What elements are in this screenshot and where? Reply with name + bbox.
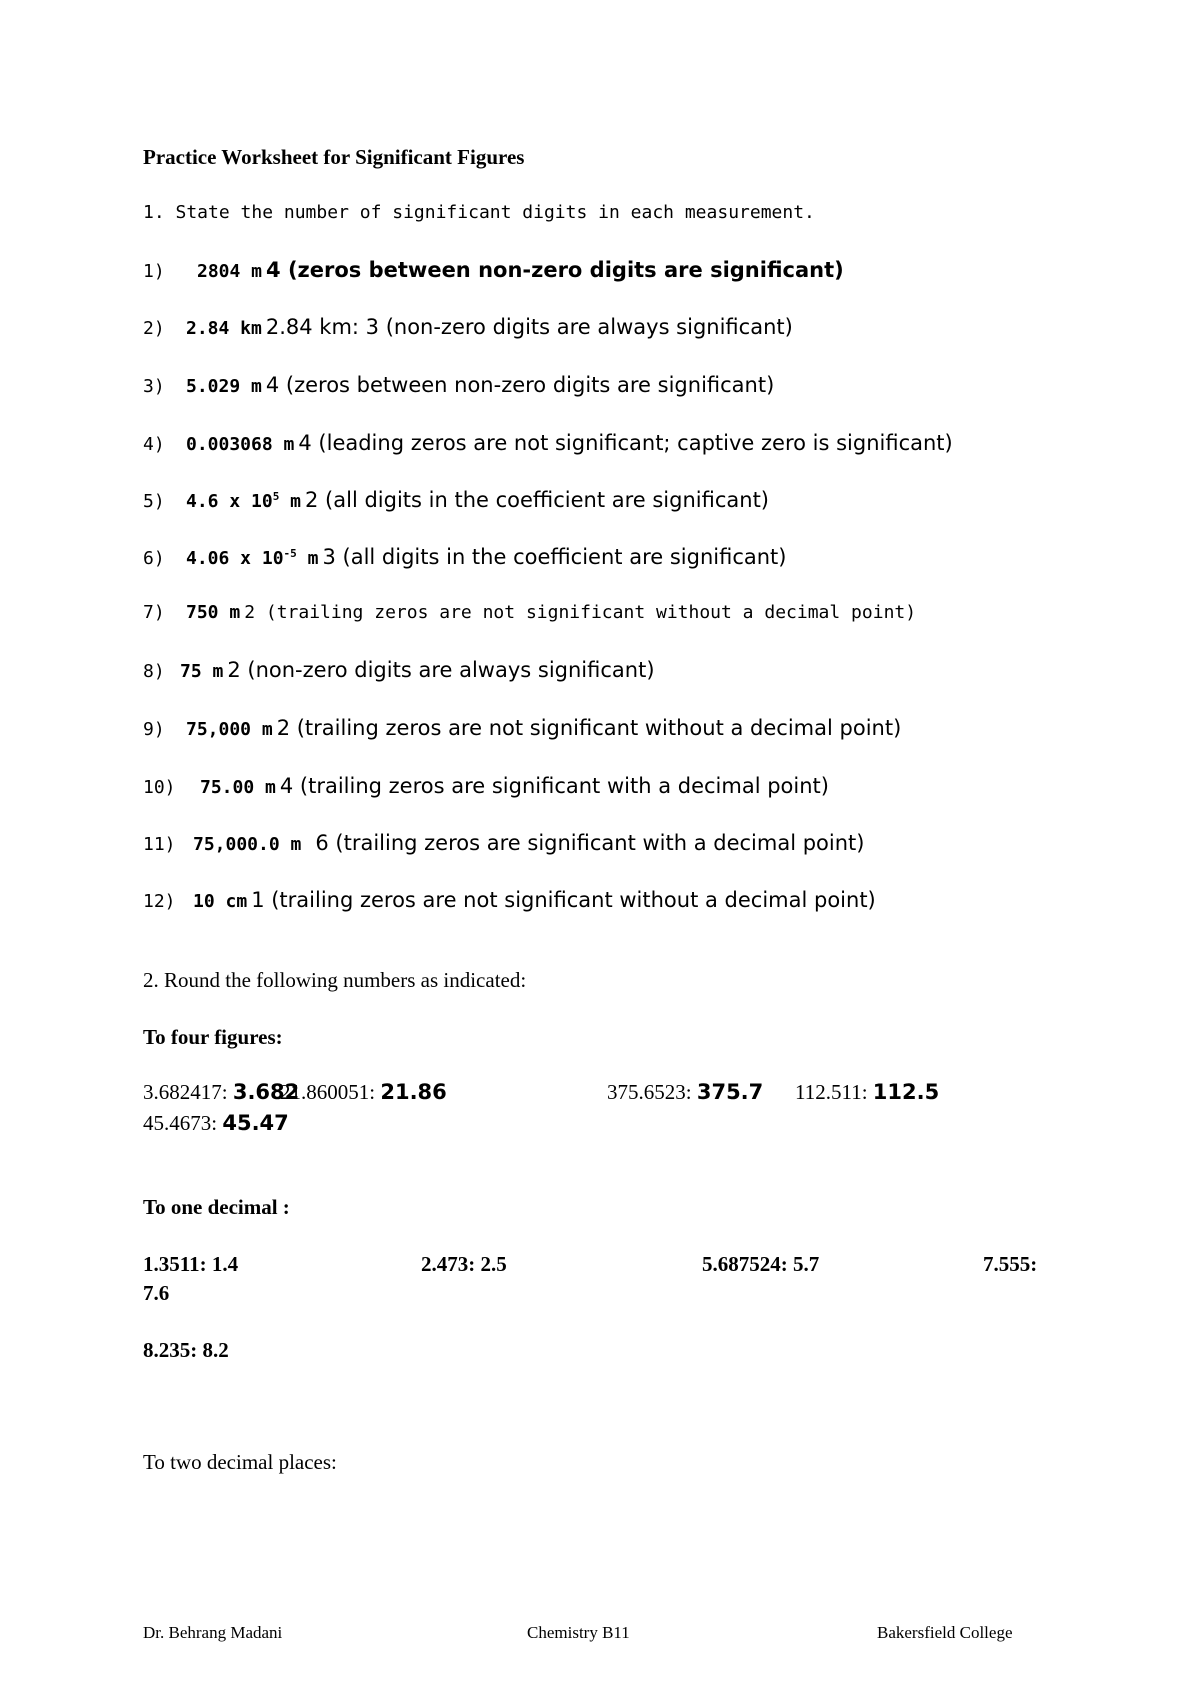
list-item (143, 315, 793, 345)
item-answer: 1 (trailing zeros are not significant without a decimal point) (251, 888, 876, 912)
one-decimal-pair: 7.6 (143, 1281, 170, 1305)
item-answer: 4 (leading zeros are not significant; captive zero is significant) (298, 431, 953, 455)
four-figures-pair: 375.6523: 375.7 (607, 1080, 764, 1104)
item-measurement: 10 cm (193, 891, 248, 912)
four-figures-heading: To four figures: (143, 1025, 283, 1049)
item-measurement: 2804 m (197, 261, 263, 282)
list-item (143, 602, 916, 632)
one-decimal-pair: 7.555: (983, 1252, 1038, 1276)
item-measurement: 75,000.0 m (193, 834, 302, 855)
page-title: Practice Worksheet for Significant Figures (143, 145, 525, 169)
four-figures-pair: 3.682417: 3.682 (143, 1080, 300, 1104)
item-number: 5) (143, 491, 165, 512)
item-measurement: 5.029 m (186, 376, 262, 397)
exponent: -5 (283, 547, 297, 560)
one-decimal-pair: 5.687524: 5.7 (702, 1252, 820, 1276)
item-measurement: 4.06 x $10^{-5}$ m (186, 547, 319, 569)
item-answer: 2.84 km: 3 (non-zero digits are always significant) (265, 315, 793, 339)
item-answer: 2 (trailing zeros are not significant without a decimal point) (276, 716, 902, 740)
one-decimal-pair: 2.473: 2.5 (421, 1252, 507, 1276)
item-number: 3) (143, 376, 165, 397)
item-answer: 2 (trailing zeros are not significant without a decimal point) (244, 602, 917, 623)
item-number: 9) (143, 719, 165, 740)
item-number: 8) (143, 661, 165, 682)
part1-instruction: 1. State the number of significant digits in each measurement. (143, 202, 815, 223)
list-item (143, 488, 769, 518)
item-measurement: 75.00 m (200, 777, 276, 798)
list-item (143, 831, 864, 861)
four-figures-pair: 45.4673: 45.47 (143, 1111, 289, 1135)
item-answer: 4 (zeros between non-zero digits are significant) (266, 258, 844, 282)
item-answer: 3 (all digits in the coefficient are significant) (322, 545, 787, 569)
item-number: 4) (143, 434, 165, 455)
item-measurement: 75,000 m (186, 719, 273, 740)
list-item (143, 888, 876, 918)
four-figures-pair: 21.860051: 21.86 (280, 1080, 447, 1104)
item-number: 10) (143, 777, 176, 798)
item-measurement: 2.84 km (186, 318, 262, 339)
item-number: 6) (143, 548, 165, 569)
item-number: 7) (143, 602, 165, 623)
list-item (143, 716, 901, 746)
exponent: 5 (272, 490, 280, 503)
four-figures-pair: 112.511: 112.5 (795, 1080, 940, 1104)
list-item (143, 658, 655, 688)
item-number: 11) (143, 834, 176, 855)
two-decimal-heading: To two decimal places: (143, 1450, 337, 1474)
footer-author: Dr. Behrang Madani (143, 1623, 283, 1642)
one-decimal-heading: To one decimal : (143, 1195, 290, 1219)
item-measurement: 75 m (180, 661, 224, 682)
item-measurement: 750 m (186, 602, 241, 623)
item-answer: 2 (non-zero digits are always significant) (227, 658, 655, 682)
list-item (143, 258, 844, 288)
item-number: 2) (143, 318, 165, 339)
item-answer: 4 (zeros between non-zero digits are significant) (265, 373, 775, 397)
list-item (143, 431, 953, 461)
list-item (143, 774, 829, 804)
item-measurement: 0.003068 m (186, 434, 295, 455)
item-measurement: 4.6 x $10^5$ m (186, 490, 302, 512)
item-answer: 4 (trailing zeros are significant with a decimal point) (279, 774, 829, 798)
item-number: 12) (143, 891, 176, 912)
item-answer: 6 (trailing zeros are significant with a decimal point) (315, 831, 865, 855)
footer-course: Chemistry B11 (527, 1623, 630, 1642)
item-number: 1) (143, 261, 165, 282)
footer-institution: Bakersfield College (877, 1623, 1013, 1642)
item-answer: 2 (all digits in the coefficient are significant) (305, 488, 769, 512)
part2-instruction: 2. Round the following numbers as indicated: (143, 968, 527, 992)
one-decimal-pair: 8.235: 8.2 (143, 1338, 229, 1362)
list-item (143, 373, 774, 403)
one-decimal-pair: 1.3511: 1.4 (143, 1252, 239, 1276)
list-item (143, 545, 786, 575)
